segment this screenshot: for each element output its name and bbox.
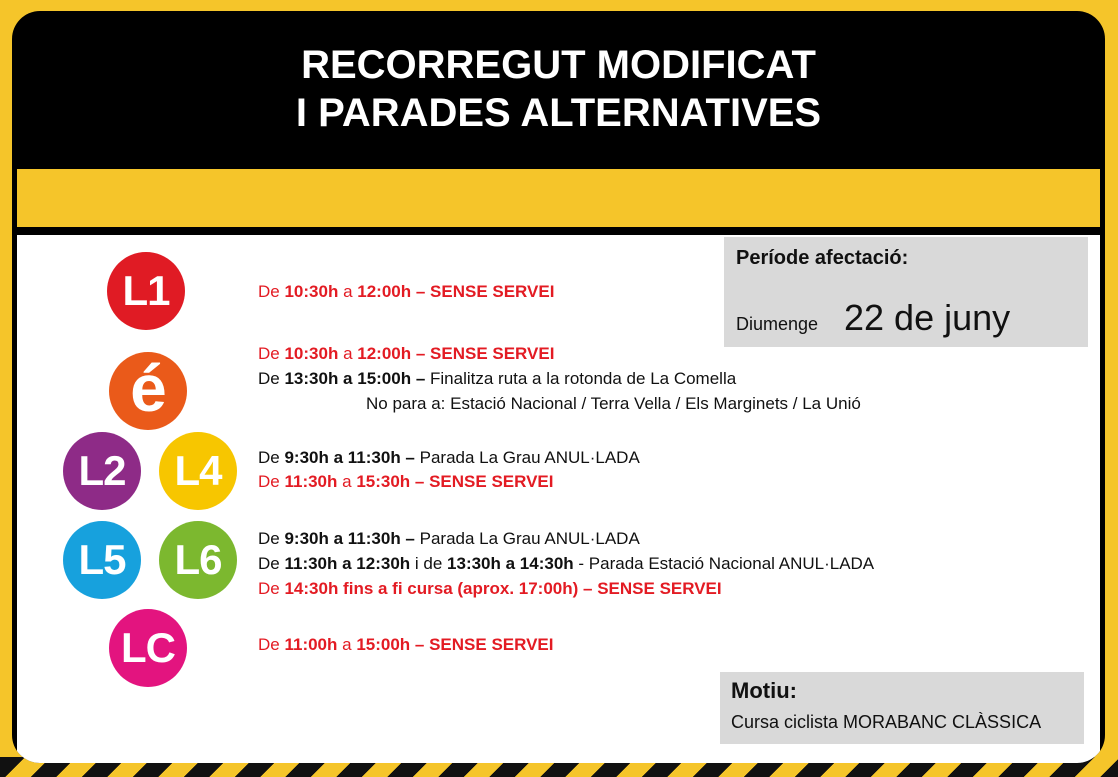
badge-l2: L2 (63, 432, 141, 510)
badge-l4: L4 (159, 432, 237, 510)
badge-e: é (109, 352, 187, 430)
period-weekday: Diumenge (736, 314, 819, 334)
l4-row-1: De 9:30h a 11:30h – Parada La Grau ANUL·LADA (258, 448, 640, 467)
reason-text: Cursa ciclista MORABANC CLÀSSICA (731, 712, 1042, 732)
reason-label: Motiu: (731, 678, 797, 703)
yellow-band (17, 169, 1100, 227)
content-area (17, 235, 1100, 763)
badge-l5: L5 (63, 521, 141, 599)
l1-row-1: De 10:30h a 12:00h – SENSE SERVEI (258, 282, 555, 301)
l6-row-3: De 14:30h fins a fi cursa (aprox. 17:00h) – SENSE SERVEI (258, 579, 722, 598)
page-title (12, 41, 1105, 137)
notice-card (12, 11, 1105, 763)
badge-lc: LC (109, 609, 187, 687)
e-row-2: De 13:30h a 15:00h – Finalitza ruta a la rotonda de La Comella (258, 369, 737, 388)
period-box (724, 237, 1088, 347)
period-label: Període afectació: (736, 247, 909, 269)
badge-l6: L6 (159, 521, 237, 599)
title-line-2: I PARADES ALTERNATIVES (295, 91, 822, 135)
l4-row-2: De 11:30h a 15:30h – SENSE SERVEI (258, 472, 554, 491)
reason-box (720, 672, 1084, 744)
l6-row-1: De 9:30h a 11:30h – Parada La Grau ANUL·LADA (258, 529, 640, 548)
l6-row-2: De 11:30h a 12:30h i de 13:30h a 14:30h - Parada Estació Nacional ANUL·LADA (258, 554, 875, 573)
e-row-1: De 10:30h a 12:00h – SENSE SERVEI (258, 344, 555, 363)
lc-row-1: De 11:00h a 15:00h – SENSE SERVEI (258, 635, 554, 654)
badge-l1: L1 (107, 252, 185, 330)
title-line-1: RECORREGUT MODIFICAT (301, 43, 816, 87)
e-row-3: No para a: Estació Nacional / Terra Vella / Els Marginets / La Unió (366, 394, 861, 413)
period-date: 22 de juny (844, 297, 1011, 338)
